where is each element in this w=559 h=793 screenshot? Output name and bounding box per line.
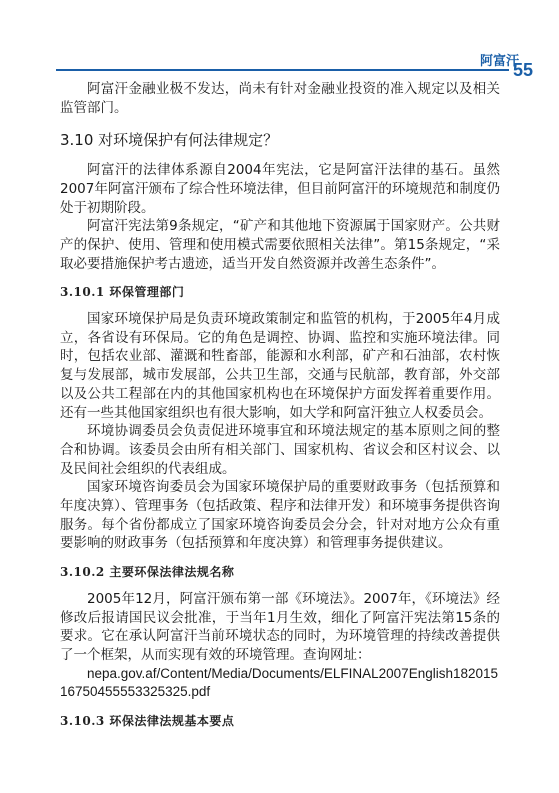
subsection-paragraph: 国家环境咨询委员会为国家环境保护局的重要财政事务（包括预算和年度决算）、管理事务（包括政策、程序和法律开发）和环境事务提供咨询服务。每个省份都成立了国家环境咨询委员会分会，针对对地方公众有重要影响的财政事务（包括预算和年度决算）和管理事务提供建议。 [60,479,500,552]
subsection-paragraph: 国家环境保护局是负责环境政策制定和监管的机构，于2005年4月成立，各省设有环保局。它的角色是调控、协调、监控和实施环境法律。同时，包括农业部、灌溉和牲畜部，能源和水利部，矿产和石油部，农村恢复与发展部，城市发展部，公共卫生部，交通与民航部，教育部，外交部以及公共工程部在内的其他国家机构也在环境保护方面发挥着重要作用。还有一些其他国家组织也有很大影响，如大学和阿富汗独立人权委员会。 [60,311,500,421]
section-title: 3.10 对环境保护有何法律规定？ [60,131,279,150]
subsection-paragraph: 2005年12月，阿富汗颁布第一部《环境法》。2007年，《环境法》经修改后报请国民议会批准，于当年1月生效，细化了阿富汗宪法第15条的要求。它在承认阿富汗当前环境状态的同时，为环境管理的持续改善提供了一个框架，从而实现有效的环境管理。查询网址： [60,590,500,663]
running-header: 阿富汗 [479,54,519,69]
intro-paragraph: 阿富汗金融业极不发达，尚未有针对金融业投资的准入规定以及相关监管部门。 [60,81,500,116]
subsection-title: 3.10.1 环保管理部门 [60,285,185,300]
header-rule [56,69,509,71]
section-paragraph: 阿富汗宪法第9条规定，“矿产和其他地下资源属于国家财产。公共财产的保护、使用、管理和使用模式需要依照相关法律”。第15条规定，“采取必要措施保护考古遗迹，适当开发自然资源并改善生态条件”。 [60,218,500,272]
page-body [60,80,500,739]
section-paragraph: 阿富汗的法律体系源自2004年宪法，它是阿富汗法律的基石。虽然2007年阿富汗颁布了综合性环境法律，但目前阿富汗的环境规范和制度仍处于初期阶段。 [60,162,500,216]
subsection-title: 3.10.3 环保法律法规基本要点 [60,714,235,729]
subsection-paragraph: 环境协调委员会负责促进环境事宜和环境法规定的基本原则之间的整合和协调。该委员会由所有相关部门、国家机构、省议会和区村议会、以及民间社会组织的代表组成。 [60,423,500,477]
reference-url[interactable]: nepa.gov.af/Content/Media/Documents/ELFINAL2007English1820151675045555332532​5.pdf [60,665,499,700]
page-number: 55 [513,60,534,80]
subsection-title: 3.10.2 主要环保法律法规名称 [60,565,235,580]
